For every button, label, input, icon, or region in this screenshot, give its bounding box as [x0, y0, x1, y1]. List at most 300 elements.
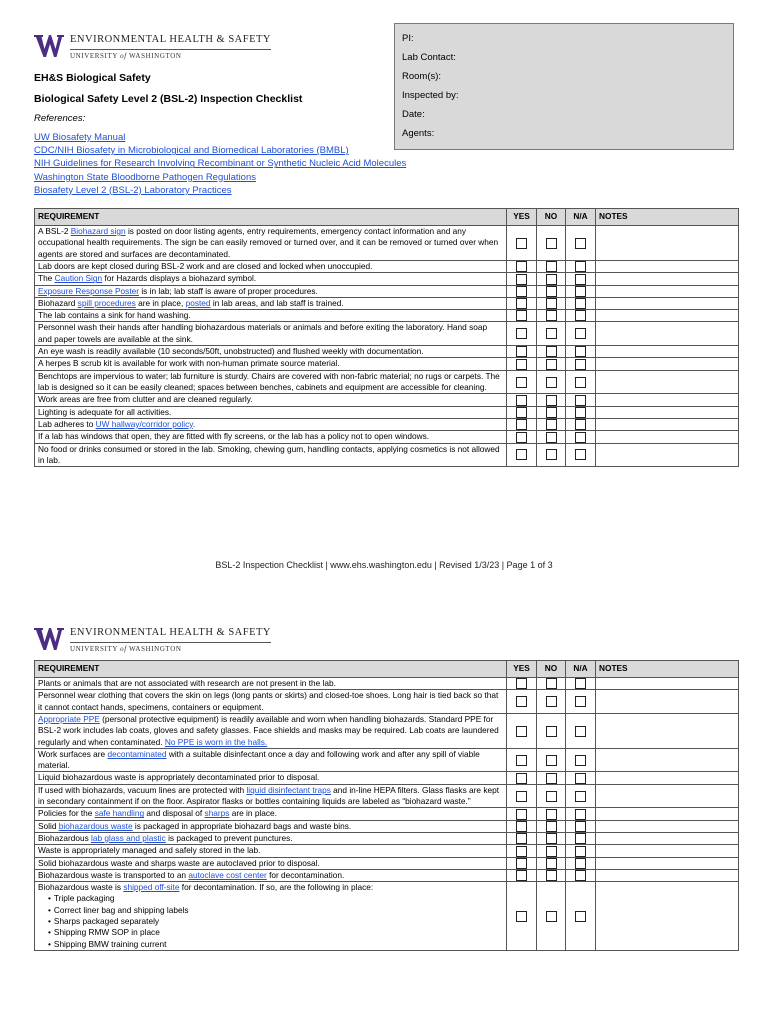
na-checkbox[interactable] — [575, 911, 586, 922]
na-checkbox[interactable] — [575, 870, 586, 881]
date-field[interactable]: Date: — [402, 109, 425, 120]
table-row — [35, 260, 739, 272]
yes-cell — [507, 346, 537, 358]
na-cell — [566, 784, 596, 808]
inline-link[interactable]: Appropriate PPE — [38, 713, 100, 724]
yes-cell — [507, 273, 537, 285]
table-row — [35, 882, 739, 951]
na-checkbox[interactable] — [575, 678, 586, 689]
yes-cell — [507, 772, 537, 784]
notes-cell[interactable] — [596, 285, 739, 297]
no-checkbox[interactable] — [546, 696, 557, 707]
inline-link[interactable]: decontaminated — [107, 748, 167, 759]
no-checkbox[interactable] — [546, 432, 557, 443]
no-cell — [537, 772, 566, 784]
yes-checkbox[interactable] — [516, 821, 527, 832]
na-cell — [566, 808, 596, 820]
inline-link[interactable]: posted — [185, 297, 211, 308]
na-cell — [566, 358, 596, 370]
requirement-cell: The lab contains a sink for hand washing. — [35, 310, 507, 322]
na-checkbox[interactable] — [575, 346, 586, 357]
no-checkbox[interactable] — [546, 419, 557, 430]
yes-checkbox[interactable] — [516, 696, 527, 707]
no-checkbox[interactable] — [546, 407, 557, 418]
department-title: EH&S Biological Safety — [34, 72, 151, 84]
yes-cell — [507, 297, 537, 309]
table-row — [35, 820, 739, 832]
notes-cell[interactable] — [596, 882, 739, 951]
na-checkbox[interactable] — [575, 328, 586, 339]
logo-line2: UNIVERSITY of WASHINGTON — [70, 644, 182, 653]
requirement-cell: Appropriate PPE (personal protective equipment) is readily available and worn when handling biohazards. Standard PPE for BSL-2 work includes lab coats, gloves and safety glasses. Face shields and masks may be required. Lab coats are laundered regularly and when contaminated. No PPE is worn in the halls. — [35, 713, 507, 748]
yes-checkbox[interactable] — [516, 911, 527, 922]
notes-cell[interactable] — [596, 808, 739, 820]
yes-cell — [507, 690, 537, 714]
logo-line1: ENVIRONMENTAL HEALTH & SAFETY — [70, 628, 271, 643]
checklist-table-page2 — [34, 660, 739, 951]
yes-checkbox[interactable] — [516, 310, 527, 321]
requirement-cell: If a lab has windows that open, they are fitted with fly screens, or the lab has a policy not to open windows. — [35, 431, 507, 443]
inspection-info-box — [394, 23, 734, 150]
table-row — [35, 857, 739, 869]
col-na: N/A — [566, 209, 596, 226]
no-checkbox[interactable] — [546, 870, 557, 881]
requirement-cell: Personnel wear clothing that covers the skin on legs (long pants or skirts) and closed-toe shoes. Long hair is tied back so that it cannot contact hands, specimens, containers or equipment. — [35, 690, 507, 714]
na-checkbox[interactable] — [575, 274, 586, 285]
no-cell — [537, 869, 566, 881]
notes-cell[interactable] — [596, 690, 739, 714]
yes-cell — [507, 784, 537, 808]
notes-cell[interactable] — [596, 310, 739, 322]
no-cell — [537, 431, 566, 443]
na-cell — [566, 678, 596, 690]
references-label: References: — [34, 113, 86, 124]
no-checkbox[interactable] — [546, 678, 557, 689]
no-cell — [537, 713, 566, 748]
notes-cell[interactable] — [596, 845, 739, 857]
no-cell — [537, 346, 566, 358]
no-cell — [537, 226, 566, 261]
na-cell — [566, 832, 596, 844]
requirement-cell: A herpes B scrub kit is available for work with non-human primate source material. — [35, 358, 507, 370]
inline-link[interactable]: spill procedures — [77, 297, 136, 308]
requirement-cell: Liquid biohazardous waste is appropriately decontaminated prior to disposal. — [35, 772, 507, 784]
inline-link[interactable]: autoclave cost center — [188, 869, 267, 880]
agents-field[interactable]: Agents: — [402, 128, 435, 139]
ehs-logo — [34, 35, 271, 60]
no-checkbox[interactable] — [546, 274, 557, 285]
no-checkbox[interactable] — [546, 377, 557, 388]
no-checkbox[interactable] — [546, 449, 557, 460]
list-item: • Correct liner bag and shipping labels — [48, 905, 503, 916]
yes-cell — [507, 845, 537, 857]
no-cell — [537, 322, 566, 346]
yes-checkbox[interactable] — [516, 678, 527, 689]
yes-checkbox[interactable] — [516, 395, 527, 406]
inline-link[interactable]: biohazardous waste — [58, 820, 133, 831]
notes-cell[interactable] — [596, 273, 739, 285]
inline-link[interactable]: No PPE is worn in the halls. — [164, 736, 268, 747]
na-cell — [566, 431, 596, 443]
yes-checkbox[interactable] — [516, 809, 527, 820]
no-checkbox[interactable] — [546, 791, 557, 802]
notes-cell[interactable] — [596, 346, 739, 358]
na-cell — [566, 772, 596, 784]
no-cell — [537, 310, 566, 322]
no-checkbox[interactable] — [546, 846, 557, 857]
na-cell — [566, 820, 596, 832]
inline-link[interactable]: Exposure Response Poster — [38, 285, 140, 296]
na-checkbox[interactable] — [575, 846, 586, 857]
table-row — [35, 406, 739, 418]
inline-link[interactable]: liquid disinfectant traps — [246, 784, 331, 795]
requirement-cell: Solid biohazardous waste is packaged in appropriate biohazard bags and waste bins. — [35, 820, 507, 832]
no-cell — [537, 690, 566, 714]
yes-checkbox[interactable] — [516, 773, 527, 784]
yes-checkbox[interactable] — [516, 359, 527, 370]
na-checkbox[interactable] — [575, 432, 586, 443]
requirement-cell: Biohazardous waste is shipped off-site for decontamination. If so, are the following in place: • Triple packaging • Correct liner bag and shipping labels • Sharps packaged separately • Shipping RMW SOP in place • Shipping BMW training current — [35, 882, 507, 951]
inline-link[interactable]: safe handling — [94, 808, 145, 819]
na-checkbox[interactable] — [575, 359, 586, 370]
page-title: Biological Safety Level 2 (BSL-2) Inspection Checklist — [34, 93, 303, 105]
table-row — [35, 346, 739, 358]
logo-line2: UNIVERSITY of WASHINGTON — [70, 51, 182, 60]
reference-link[interactable]: CDC/NIH Biosafety in Microbiological and Biomedical Laboratories (BMBL) — [34, 145, 349, 157]
bullet-list — [38, 893, 503, 949]
no-checkbox[interactable] — [546, 821, 557, 832]
na-cell — [566, 406, 596, 418]
yes-cell — [507, 358, 537, 370]
na-checkbox[interactable] — [575, 419, 586, 430]
notes-cell[interactable] — [596, 784, 739, 808]
requirement-cell: Work surfaces are decontaminated with a suitable disinfectant once a day and following work and after any spill of viable material. — [35, 748, 507, 772]
no-cell — [537, 406, 566, 418]
no-checkbox[interactable] — [546, 298, 557, 309]
yes-cell — [507, 394, 537, 406]
no-cell — [537, 273, 566, 285]
yes-checkbox[interactable] — [516, 407, 527, 418]
notes-cell[interactable] — [596, 370, 739, 394]
col-no: NO — [537, 661, 566, 678]
reference-link[interactable]: NIH Guidelines for Research Involving Recombinant or Synthetic Nucleic Acid Molecules — [34, 158, 407, 170]
uw-w-logo-icon — [34, 35, 64, 57]
page-footer: BSL-2 Inspection Checklist | www.ehs.washington.edu | Revised 1/3/23 | Page 1 of 3 — [215, 560, 553, 570]
no-checkbox[interactable] — [546, 911, 557, 922]
na-cell — [566, 273, 596, 285]
col-yes: YES — [507, 209, 537, 226]
no-checkbox[interactable] — [546, 359, 557, 370]
requirement-cell: Personnel wash their hands after handling biohazardous materials or animals and before exiting the laboratory. Hand soap and paper towels are available at the sink. — [35, 322, 507, 346]
na-checkbox[interactable] — [575, 377, 586, 388]
na-cell — [566, 260, 596, 272]
table-row — [35, 713, 739, 748]
list-item: • Shipping RMW SOP in place — [48, 927, 503, 938]
na-checkbox[interactable] — [575, 833, 586, 844]
no-checkbox[interactable] — [546, 833, 557, 844]
notes-cell[interactable] — [596, 358, 739, 370]
na-cell — [566, 346, 596, 358]
no-checkbox[interactable] — [546, 755, 557, 766]
no-cell — [537, 394, 566, 406]
na-checkbox[interactable] — [575, 238, 586, 249]
yes-checkbox[interactable] — [516, 726, 527, 737]
requirement-cell: The Caution Sign for Hazards displays a biohazard symbol. — [35, 273, 507, 285]
na-checkbox[interactable] — [575, 696, 586, 707]
requirement-cell: Biohazard spill procedures are in place, posted in lab areas, and lab staff is trained. — [35, 297, 507, 309]
no-cell — [537, 784, 566, 808]
requirement-cell: Work areas are free from clutter and are cleaned regularly. — [35, 394, 507, 406]
no-cell — [537, 370, 566, 394]
na-cell — [566, 713, 596, 748]
requirement-cell: Biohazardous waste is transported to an autoclave cost center for decontamination. — [35, 869, 507, 881]
yes-checkbox[interactable] — [516, 377, 527, 388]
na-cell — [566, 443, 596, 467]
col-requirement: REQUIREMENT — [35, 209, 507, 226]
yes-cell — [507, 322, 537, 346]
yes-cell — [507, 882, 537, 951]
table-row — [35, 772, 739, 784]
notes-cell[interactable] — [596, 394, 739, 406]
requirement-cell: Waste is appropriately managed and safely stored in the lab. — [35, 845, 507, 857]
no-checkbox[interactable] — [546, 858, 557, 869]
table-row — [35, 678, 739, 690]
na-cell — [566, 370, 596, 394]
col-na: N/A — [566, 661, 596, 678]
logo-line1: ENVIRONMENTAL HEALTH & SAFETY — [70, 35, 271, 50]
table-row — [35, 297, 739, 309]
yes-cell — [507, 418, 537, 430]
yes-checkbox[interactable] — [516, 328, 527, 339]
requirement-cell: Policies for the safe handling and disposal of sharps are in place. — [35, 808, 507, 820]
inline-link[interactable]: Caution Sign — [54, 273, 103, 284]
requirement-cell: An eye wash is readily available (10 seconds/50ft, unobstructed) and flushed weekly with documentation. — [35, 346, 507, 358]
requirement-cell: No food or drinks consumed or stored in the lab. Smoking, chewing gum, handling contacts, applying cosmetics is not allowed in lab. — [35, 443, 507, 467]
requirement-cell: Exposure Response Poster is in lab; lab staff is aware of proper procedures. — [35, 285, 507, 297]
notes-cell[interactable] — [596, 297, 739, 309]
yes-cell — [507, 869, 537, 881]
yes-cell — [507, 406, 537, 418]
na-cell — [566, 845, 596, 857]
requirement-cell: Biohazardous lab glass and plastic is packaged to prevent punctures. — [35, 832, 507, 844]
na-cell — [566, 690, 596, 714]
na-checkbox[interactable] — [575, 791, 586, 802]
inline-link[interactable]: Biohazard sign — [70, 226, 126, 236]
notes-cell[interactable] — [596, 260, 739, 272]
no-checkbox[interactable] — [546, 346, 557, 357]
col-notes: NOTES — [596, 209, 739, 226]
col-notes: NOTES — [596, 661, 739, 678]
no-cell — [537, 297, 566, 309]
yes-cell — [507, 285, 537, 297]
na-checkbox[interactable] — [575, 449, 586, 460]
reference-link[interactable]: Washington State Bloodborne Pathogen Regulations — [34, 171, 256, 183]
na-checkbox[interactable] — [575, 395, 586, 406]
checklist-table-page1 — [34, 208, 739, 467]
no-cell — [537, 443, 566, 467]
no-checkbox[interactable] — [546, 310, 557, 321]
list-item: • Shipping BMW training current — [48, 939, 503, 950]
no-cell — [537, 820, 566, 832]
na-checkbox[interactable] — [575, 821, 586, 832]
reference-link[interactable]: Biosafety Level 2 (BSL-2) Laboratory Practices — [34, 184, 232, 196]
no-checkbox[interactable] — [546, 238, 557, 249]
yes-checkbox[interactable] — [516, 449, 527, 460]
list-item: • Sharps packaged separately — [48, 916, 503, 927]
no-cell — [537, 285, 566, 297]
yes-cell — [507, 310, 537, 322]
yes-cell — [507, 260, 537, 272]
yes-checkbox[interactable] — [516, 755, 527, 766]
na-checkbox[interactable] — [575, 858, 586, 869]
na-checkbox[interactable] — [575, 407, 586, 418]
table-row — [35, 443, 739, 467]
notes-cell[interactable] — [596, 406, 739, 418]
na-cell — [566, 226, 596, 261]
notes-cell[interactable] — [596, 678, 739, 690]
table-row — [35, 832, 739, 844]
col-yes: YES — [507, 661, 537, 678]
no-cell — [537, 418, 566, 430]
na-checkbox[interactable] — [575, 310, 586, 321]
notes-cell[interactable] — [596, 713, 739, 748]
no-checkbox[interactable] — [546, 726, 557, 737]
yes-checkbox[interactable] — [516, 870, 527, 881]
no-cell — [537, 678, 566, 690]
table-row — [35, 310, 739, 322]
no-cell — [537, 260, 566, 272]
inline-link[interactable]: lab glass and plastic — [91, 832, 166, 843]
na-cell — [566, 857, 596, 869]
no-checkbox[interactable] — [546, 328, 557, 339]
table-row — [35, 285, 739, 297]
no-cell — [537, 748, 566, 772]
na-checkbox[interactable] — [575, 286, 586, 297]
na-cell — [566, 418, 596, 430]
notes-cell[interactable] — [596, 869, 739, 881]
notes-cell[interactable] — [596, 772, 739, 784]
table-row — [35, 394, 739, 406]
na-cell — [566, 322, 596, 346]
requirement-cell: Lighting is adequate for all activities. — [35, 406, 507, 418]
table-row — [35, 226, 739, 261]
no-cell — [537, 857, 566, 869]
table-row — [35, 431, 739, 443]
inline-link[interactable]: sharps — [204, 808, 230, 819]
no-checkbox[interactable] — [546, 773, 557, 784]
requirement-cell: A BSL-2 Biohazard sign is posted on door listing agents, entry requirements, emergency contact information and any occupational health requirements. The sign be can easily removed or turned over, and it can be removed or turned over when agents are stored and surfaces are decontaminated. — [35, 226, 507, 261]
table-row — [35, 418, 739, 430]
na-checkbox[interactable] — [575, 726, 586, 737]
na-cell — [566, 285, 596, 297]
yes-cell — [507, 832, 537, 844]
requirement-cell: Lab adheres to UW hallway/corridor policy. — [35, 418, 507, 430]
inline-link[interactable]: shipped off-site — [123, 882, 180, 893]
yes-cell — [507, 678, 537, 690]
no-cell — [537, 832, 566, 844]
yes-cell — [507, 443, 537, 467]
yes-checkbox[interactable] — [516, 286, 527, 297]
requirement-cell: If used with biohazards, vacuum lines are protected with liquid disinfectant traps and in-line HEPA filters. Glass flasks are kept in secondary containment if on the floor. Aspirator flasks or bottles containing liquids are labeled as “biohazard waste.” — [35, 784, 507, 808]
no-cell — [537, 358, 566, 370]
yes-cell — [507, 748, 537, 772]
notes-cell[interactable] — [596, 431, 739, 443]
table-row — [35, 370, 739, 394]
no-cell — [537, 882, 566, 951]
na-cell — [566, 310, 596, 322]
no-cell — [537, 808, 566, 820]
no-cell — [537, 845, 566, 857]
na-cell — [566, 394, 596, 406]
table-row — [35, 358, 739, 370]
yes-cell — [507, 820, 537, 832]
list-item: • Triple packaging — [48, 893, 503, 904]
yes-checkbox[interactable] — [516, 846, 527, 857]
no-checkbox[interactable] — [546, 286, 557, 297]
no-checkbox[interactable] — [546, 261, 557, 272]
requirement-cell: Solid biohazardous waste and sharps waste are autoclaved prior to disposal. — [35, 857, 507, 869]
col-requirement: REQUIREMENT — [35, 661, 507, 678]
inspected-by-field[interactable]: Inspected by: — [402, 90, 459, 101]
notes-cell[interactable] — [596, 832, 739, 844]
na-checkbox[interactable] — [575, 755, 586, 766]
na-cell — [566, 869, 596, 881]
reference-link[interactable]: UW Biosafety Manual — [34, 132, 126, 143]
notes-cell[interactable] — [596, 418, 739, 430]
na-checkbox[interactable] — [575, 809, 586, 820]
notes-cell[interactable] — [596, 857, 739, 869]
na-checkbox[interactable] — [575, 298, 586, 309]
requirement-cell: Lab doors are kept closed during BSL-2 work and are closed and locked when unoccupied. — [35, 260, 507, 272]
table-row — [35, 869, 739, 881]
rooms-field[interactable]: Room(s): — [402, 71, 442, 82]
pi-field[interactable]: PI: — [402, 33, 414, 44]
notes-cell[interactable] — [596, 443, 739, 467]
yes-cell — [507, 808, 537, 820]
table-row — [35, 322, 739, 346]
notes-cell[interactable] — [596, 820, 739, 832]
table-row — [35, 748, 739, 772]
yes-checkbox[interactable] — [516, 858, 527, 869]
yes-checkbox[interactable] — [516, 791, 527, 802]
yes-checkbox[interactable] — [516, 833, 527, 844]
yes-checkbox[interactable] — [516, 432, 527, 443]
na-checkbox[interactable] — [575, 261, 586, 272]
yes-checkbox[interactable] — [516, 346, 527, 357]
yes-cell — [507, 431, 537, 443]
table-row — [35, 690, 739, 714]
references-list — [34, 131, 406, 197]
inline-link[interactable]: UW hallway/corridor policy — [95, 418, 193, 429]
na-checkbox[interactable] — [575, 773, 586, 784]
requirement-cell: Plants or animals that are not associated with research are not present in the lab. — [35, 678, 507, 690]
no-checkbox[interactable] — [546, 395, 557, 406]
yes-checkbox[interactable] — [516, 298, 527, 309]
yes-checkbox[interactable] — [516, 238, 527, 249]
na-cell — [566, 882, 596, 951]
col-no: NO — [537, 209, 566, 226]
table-row — [35, 808, 739, 820]
yes-checkbox[interactable] — [516, 261, 527, 272]
notes-cell[interactable] — [596, 748, 739, 772]
notes-cell[interactable] — [596, 322, 739, 346]
lab-contact-field[interactable]: Lab Contact: — [402, 52, 456, 63]
notes-cell[interactable] — [596, 226, 739, 261]
no-checkbox[interactable] — [546, 809, 557, 820]
yes-checkbox[interactable] — [516, 419, 527, 430]
yes-checkbox[interactable] — [516, 274, 527, 285]
table-row — [35, 273, 739, 285]
